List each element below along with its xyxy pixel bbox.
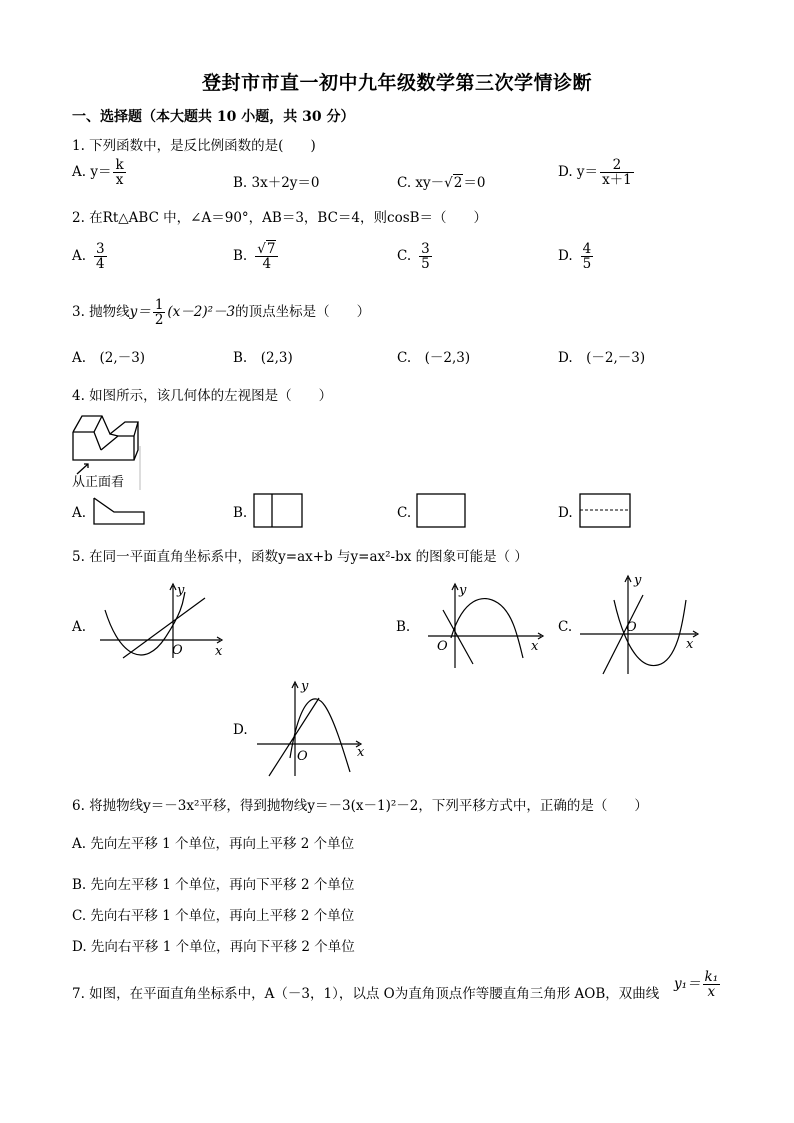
q2-c-den: 5: [421, 256, 430, 273]
q1-option-a[interactable]: [72, 158, 128, 187]
q4-stem: 4. 如图所示，该几何体的左视图是（ ）: [72, 388, 333, 404]
q7-y1: y₁＝: [674, 976, 701, 993]
q2-option-a[interactable]: [72, 242, 109, 271]
q2-b-radicand: 7: [266, 241, 276, 257]
q7-x: x: [703, 984, 721, 999]
q3-y-eq: y＝: [129, 304, 151, 321]
q5-option-b[interactable]: B.: [396, 619, 411, 635]
q1-c-radicand: 2: [453, 175, 463, 191]
q1-a-label: A. y＝: [72, 164, 112, 181]
q2-option-d[interactable]: [558, 242, 595, 271]
q5-graph-c: [578, 570, 703, 680]
q5-graph-b: [423, 578, 548, 670]
q3-half-num: 1: [154, 297, 164, 313]
q5-graph-d: [255, 676, 370, 780]
q4-view-label: 从正面看: [72, 475, 125, 490]
section-heading: 一、选择题（本大题共 10 小题，共 30 分）: [72, 109, 355, 125]
q5-d-x-label: x: [357, 745, 365, 760]
q2-a-den: 4: [96, 256, 105, 273]
q2-c-num: 3: [421, 241, 430, 257]
q1-c-pre: C. xy－: [397, 175, 445, 191]
q5-b-origin-label: O: [437, 639, 448, 654]
q5-option-a[interactable]: A.: [72, 619, 87, 635]
q1-a-num: k: [115, 157, 124, 173]
q5-d-y-label: y: [301, 679, 309, 694]
q2-d-label: D.: [558, 248, 573, 265]
q4-option-a-figure: [90, 496, 150, 528]
q6-option-b[interactable]: B. 先向左平移 1 个单位，再向下平移 2 个单位: [72, 877, 355, 893]
q1-option-d[interactable]: [558, 158, 636, 187]
q4-option-d-figure: [578, 492, 634, 530]
q2-b-den: 4: [255, 256, 278, 271]
q5-b-x-label: x: [531, 639, 539, 654]
q5-b-y-label: y: [459, 583, 467, 598]
q3-stem-pre: 3. 抛物线: [72, 304, 130, 321]
q1-c-post: ＝0: [463, 175, 486, 191]
q7-stem: [72, 982, 659, 1002]
q1-a-den: x: [113, 172, 125, 187]
q3-stem: [72, 298, 370, 327]
q1-d-label: D. y＝: [558, 164, 599, 181]
q4-option-c[interactable]: C.: [397, 505, 412, 521]
q2-a-num: 3: [96, 241, 105, 257]
q2-c-label: C.: [397, 248, 412, 265]
q3-expr: (x－2)²－3: [167, 304, 236, 321]
q3-option-d[interactable]: D. (－2,－3): [558, 350, 646, 366]
q1-stem: 1. 下列函数中，是反比例函数的是( ): [72, 138, 316, 154]
q2-d-num: 4: [582, 241, 592, 257]
q5-option-d[interactable]: D.: [233, 722, 248, 738]
q1-option-b[interactable]: B. 3x＋2y＝0: [233, 175, 320, 191]
q6-stem: 6. 将抛物线y＝－3x²平移，得到抛物线y＝－3(x－1)²－2，下列平移方式中，正确的是（ ）: [72, 798, 648, 814]
q2-option-c[interactable]: [397, 242, 434, 271]
q5-option-c[interactable]: C.: [558, 619, 573, 635]
q4-option-b[interactable]: B.: [233, 505, 248, 521]
q3-half-den: 2: [154, 312, 164, 329]
q5-c-y-label: y: [634, 573, 642, 588]
q1-d-num: 2: [612, 157, 622, 173]
q4-option-a[interactable]: A.: [72, 505, 87, 521]
q2-option-b[interactable]: B. $\frac{√7}{4}$: [233, 242, 280, 271]
q7-k1: k₁: [704, 969, 719, 985]
q4-option-d[interactable]: D.: [558, 505, 573, 521]
q5-a-origin-label: O: [172, 643, 183, 658]
q5-c-x-label: x: [686, 637, 694, 652]
q6-option-d[interactable]: D. 先向右平移 1 个单位，再向下平移 2 个单位: [72, 939, 355, 955]
q4-option-c-figure: [415, 492, 469, 530]
q5-c-origin-label: O: [626, 620, 637, 635]
q6-option-c[interactable]: C. 先向右平移 1 个单位，再向上平移 2 个单位: [72, 908, 355, 924]
q3-stem-post: 的顶点坐标是（ ）: [235, 304, 371, 321]
q1-d-den: x＋1: [602, 172, 632, 189]
q5-a-y-label: y: [177, 583, 185, 598]
q5-graph-a: [95, 578, 230, 660]
page-title: 登封市市直一初中九年级数学第三次学情诊断: [201, 72, 592, 94]
q5-a-x-label: x: [215, 644, 223, 659]
q2-stem: 2. 在Rt△ABC 中，∠A＝90°，AB＝3，BC＝4，则cosB＝（ ）: [72, 210, 488, 226]
q2-d-den: 5: [582, 256, 592, 273]
q5-d-origin-label: O: [297, 749, 308, 764]
q7-hyperbola: [674, 970, 722, 999]
q2-a-label: A.: [72, 248, 87, 265]
q4-option-b-figure: [252, 492, 306, 530]
q3-option-b[interactable]: B. (2,3): [233, 350, 293, 366]
q3-option-a[interactable]: A. (2,－3): [72, 350, 146, 366]
q7-stem-text: 7. 如图，在平面直角坐标系中，A（－3，1），以点 O为直角顶点作等腰直角三角形 AOB，双曲线: [72, 986, 660, 1002]
q3-option-c[interactable]: C. (－2,3): [397, 350, 471, 366]
q6-option-a[interactable]: A. 先向左平移 1 个单位，再向上平移 2 个单位: [72, 836, 355, 852]
q1-option-c[interactable]: C. xy－√2＝0: [397, 175, 486, 191]
q2-b-label: B.: [233, 248, 248, 265]
q5-stem: 5. 在同一平面直角坐标系中，函数y=ax+b 与y=ax²-bx 的图象可能是（ ）: [72, 549, 528, 565]
